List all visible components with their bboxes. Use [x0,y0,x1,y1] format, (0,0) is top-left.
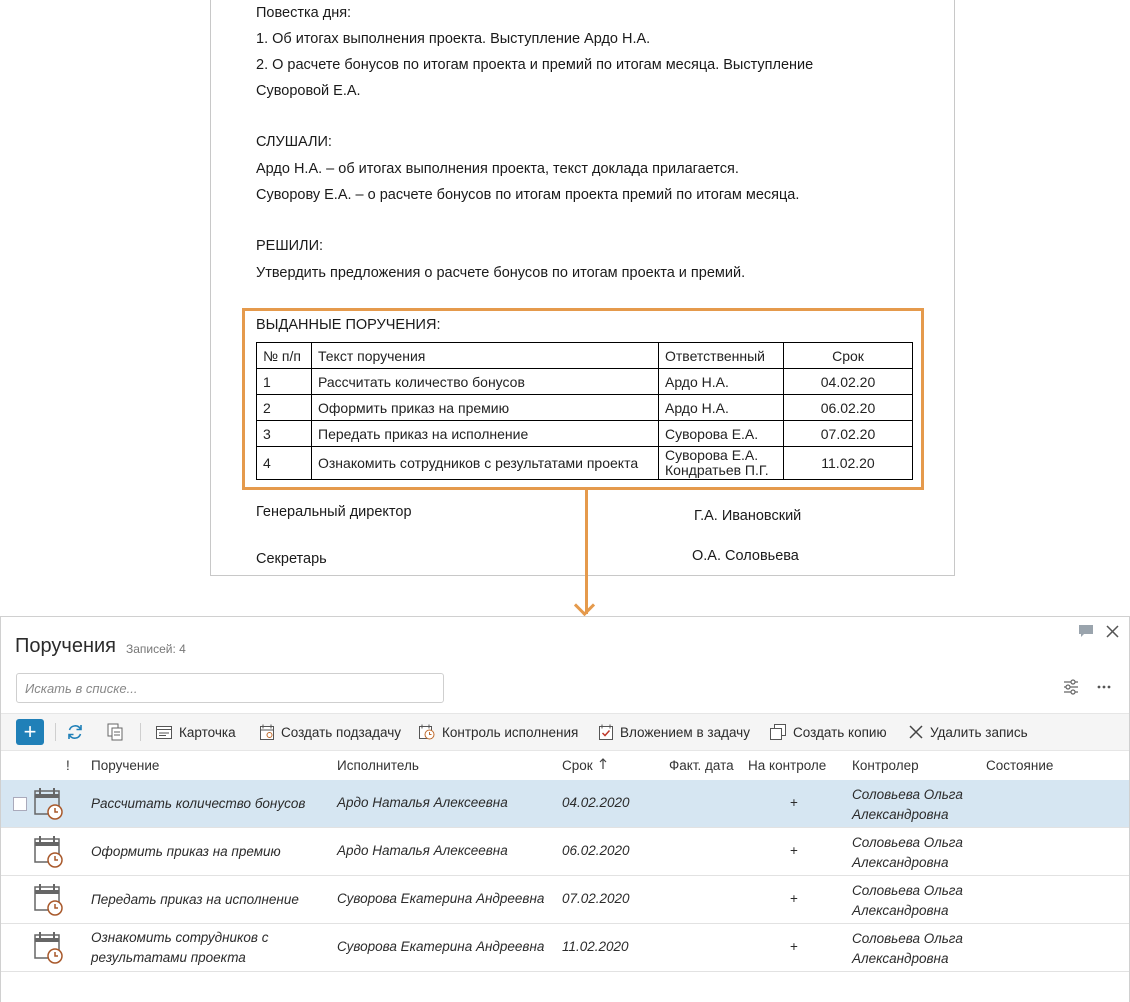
list-settings-controls [1063,679,1111,695]
execution-control-button[interactable] [419,714,578,750]
col-task[interactable]: Поручение [91,758,160,773]
col-due-label: Срок [562,758,593,773]
row-resp: Ардо Н.А. [659,369,784,395]
create-subtask-button[interactable] [260,714,401,750]
decided-text: Утвердить предложения о расчете бонусов по итогам проекта и премий. [256,265,746,281]
row-task: Рассчитать количество бонусов [91,796,306,811]
records-count: Записей: 4 [126,642,186,656]
row-resp: Ардо Н.А. [659,395,784,421]
row-text: Передать приказ на исполнение [312,421,659,447]
row-date: 04.02.20 [784,369,913,395]
signature-role: Генеральный директор [256,504,412,520]
connector-arrow-head [574,595,595,616]
list-row[interactable] [1,828,1129,876]
toolbar [1,713,1129,751]
col-actual-date[interactable]: Факт. дата [669,758,734,773]
toolbar-separator [140,723,141,741]
row-text: Ознакомить сотрудников с результатами проекта [312,447,659,480]
orders-table-row [257,369,913,395]
list-row[interactable] [1,876,1129,924]
row-on-control: + [790,795,798,810]
col-due[interactable] [562,758,607,773]
row-text: Оформить приказ на премию [312,395,659,421]
task-calendar-icon [31,930,65,964]
close-icon[interactable] [1106,625,1119,638]
delete-record-label: Удалить запись [930,724,1028,740]
row-controller: Соловьева Ольга Александровна [852,787,963,822]
row-resp-line: Суворова Е.А. [665,447,759,463]
attach-task-icon [599,724,613,740]
list-row[interactable] [1,780,1129,828]
row-controller: Соловьева Ольга Александровна [852,835,963,870]
row-checkbox[interactable] [13,797,27,811]
list-header [1,751,1129,780]
signature-name: О.А. Соловьева [692,548,799,564]
card-button-label: Карточка [179,724,236,740]
orders-table-row [257,421,913,447]
orders-table-row [257,395,913,421]
message-icon[interactable] [1078,624,1094,638]
task-calendar-icon [31,882,65,916]
col-num-header: № п/п [257,343,312,369]
create-copy-label: Создать копию [793,724,887,740]
attach-to-task-label: Вложением в задачу [620,724,750,740]
duplicate-icon[interactable] [107,723,123,741]
row-on-control: + [790,843,798,858]
signature-name: Г.А. Ивановский [694,508,802,524]
row-executor: Ардо Наталья Алексеевна [337,843,508,858]
row-executor: Суворова Екатерина Андреевна [337,939,545,954]
row-controller: Соловьева Ольга Александровна [852,883,963,918]
row-task: Ознакомить сотрудников с результатами проекта [91,930,269,965]
agenda-title: Повестка дня: [256,5,352,21]
agenda-item: 2. О расчете бонусов по итогам проекта и премий по итогам месяца. Выступление [256,57,814,73]
more-icon[interactable] [1097,685,1111,689]
copy-icon [770,724,786,740]
row-date: 06.02.20 [784,395,913,421]
row-text: Рассчитать количество бонусов [312,369,659,395]
task-calendar-icon [31,834,65,868]
col-controller[interactable]: Контролер [852,758,919,773]
create-subtask-label: Создать подзадачу [281,724,402,740]
listened-item: Ардо Н.А. – об итогах выполнения проекта, текст доклада прилагается. [256,161,739,177]
orders-table-header [257,343,913,369]
listened-item: Суворову Е.А. – о расчете бонусов по итогам проекта премий по итогам месяца. [256,187,800,203]
row-executor: Суворова Екатерина Андреевна [337,891,545,906]
orders-panel [0,616,1130,1002]
col-executor[interactable]: Исполнитель [337,758,419,773]
row-on-control: + [790,939,798,954]
orders-table [256,342,913,480]
col-text-header: Текст поручения [312,343,659,369]
filter-settings-icon[interactable] [1063,679,1079,695]
row-date: 07.02.20 [784,421,913,447]
row-task: Передать приказ на исполнение [91,892,299,907]
signature-role: Секретарь [256,551,327,567]
delete-record-button[interactable] [909,714,1028,750]
panel-window-controls [1078,624,1119,638]
row-date: 11.02.20 [784,447,913,480]
row-task: Оформить приказ на премию [91,844,281,859]
row-resp-line: Кондратьев П.Г. [665,462,769,478]
add-button[interactable]: + [16,719,44,745]
card-button[interactable] [156,714,236,750]
row-resp: Суворова Е.А. [659,421,784,447]
row-controller: Соловьева Ольга Александровна [852,931,963,966]
create-copy-button[interactable] [770,714,887,750]
col-state[interactable]: Состояние [986,758,1054,773]
row-num: 1 [257,369,312,395]
row-num: 3 [257,421,312,447]
row-executor: Ардо Наталья Алексеевна [337,795,508,810]
row-num: 4 [257,447,312,480]
card-icon [156,726,172,739]
control-icon [419,724,435,740]
row-num: 2 [257,395,312,421]
orders-table-row [257,447,913,480]
agenda-item: 1. Об итогах выполнения проекта. Выступление Ардо Н.А. [256,31,651,47]
sort-asc-icon [599,758,607,770]
col-on-control[interactable]: На контроле [748,758,827,773]
listened-title: СЛУШАЛИ: [256,134,332,150]
search-input[interactable] [16,673,444,703]
delete-icon [909,725,923,739]
row-due: 04.02.2020 [562,795,630,810]
toolbar-separator [55,723,56,741]
row-due: 07.02.2020 [562,891,630,906]
list-row[interactable] [1,924,1129,972]
row-due: 06.02.2020 [562,843,630,858]
row-on-control: + [790,891,798,906]
attach-to-task-button[interactable] [599,714,750,750]
row-due: 11.02.2020 [562,939,629,954]
protocol-document [210,0,955,576]
col-date-header: Срок [784,343,913,369]
decided-title: РЕШИЛИ: [256,238,324,254]
panel-title: Поручения [15,635,116,657]
subtask-icon [260,724,274,740]
col-resp-header: Ответственный [659,343,784,369]
task-calendar-icon [31,786,65,820]
col-priority[interactable]: ! [66,758,70,773]
orders-title: ВЫДАННЫЕ ПОРУЧЕНИЯ: [256,317,441,333]
execution-control-label: Контроль исполнения [442,724,579,740]
row-resp [659,447,784,480]
agenda-item: Суворовой Е.А. [256,83,361,99]
refresh-icon[interactable] [66,723,84,741]
